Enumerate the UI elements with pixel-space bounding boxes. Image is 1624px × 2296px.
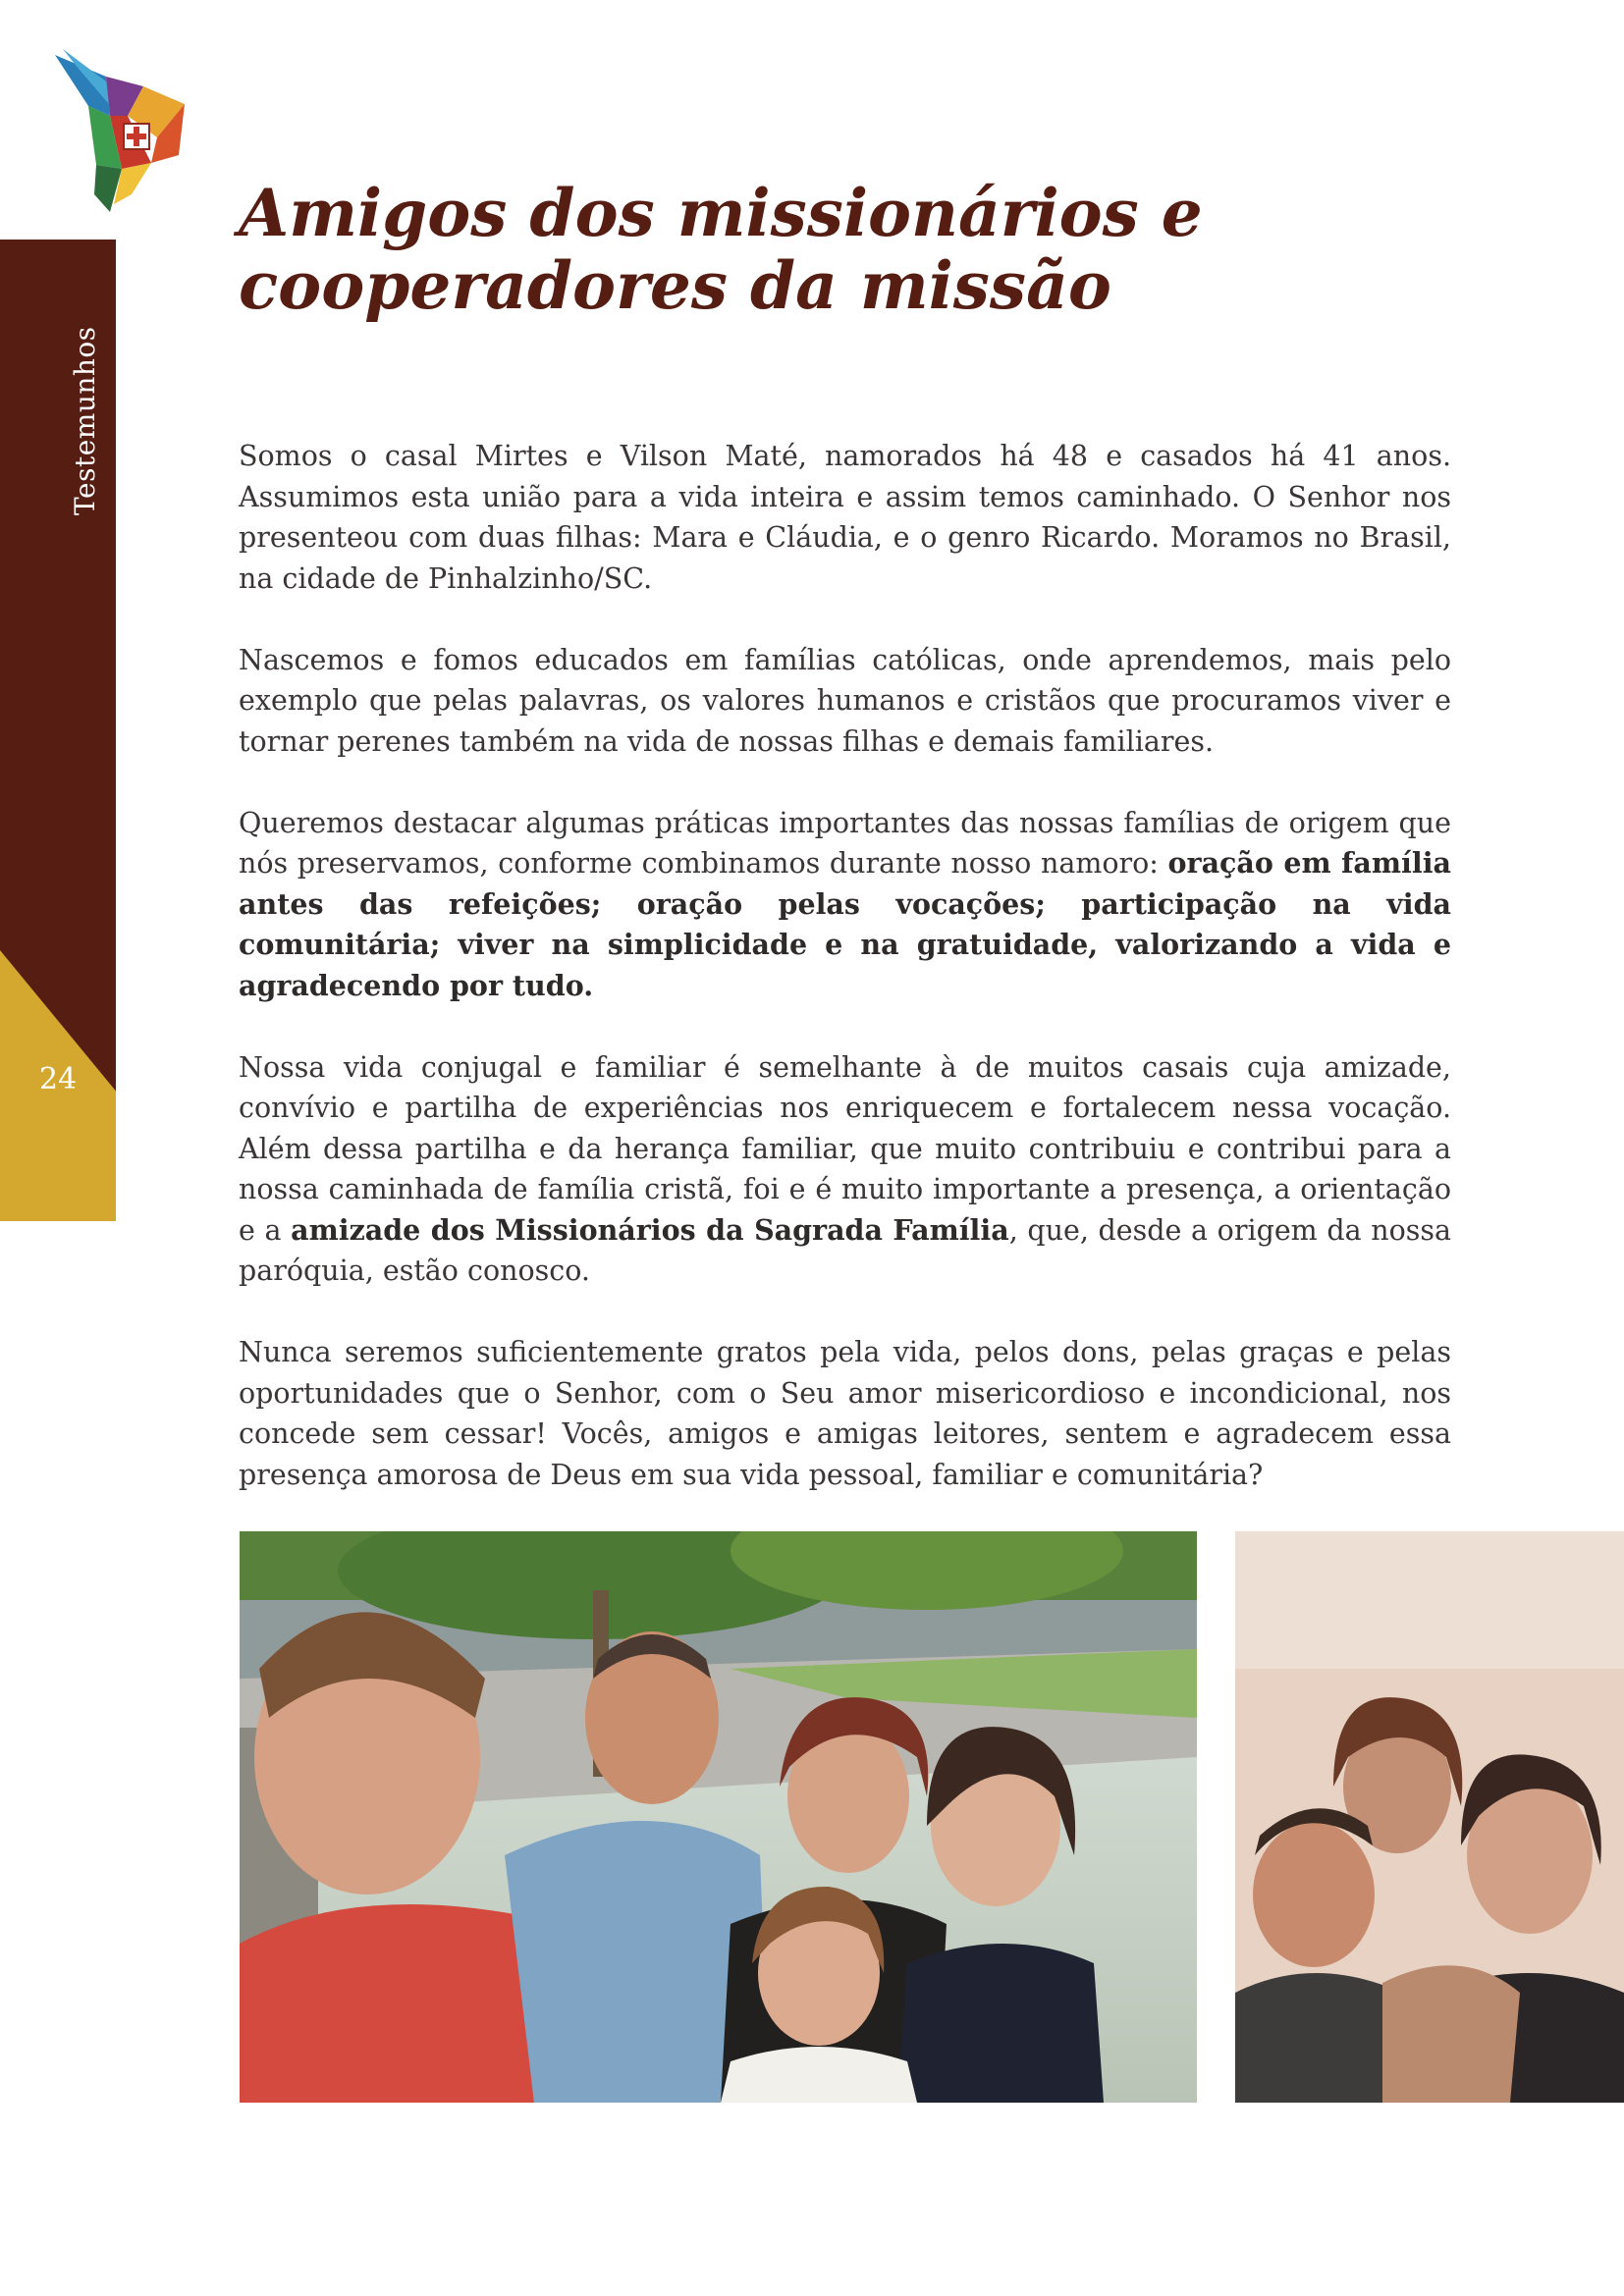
section-label: Testemunhos [69, 326, 101, 515]
family-photo-outdoor [240, 1531, 1197, 2103]
paragraph-3-bold: oração em família antes das refeições; oração pelas vocações; participação na vida comunitária; viver na simplicidade e na gratuidade, valorizando a vida e agradecendo por tudo. [239, 846, 1451, 1002]
paragraph-4-text: Nossa vida conjugal e familiar é semelhante à de muitos casais cuja amizade, convívio e partilha de experiências nos enriquecem e fortalecem nessa vocação. Além dessa partilha e da herança familiar, que muito contribuiu e contribui para a nossa caminhada de família cristã, foi e é muito importante a presença, a orientação e a [239, 1050, 1451, 1247]
page-title [239, 177, 1417, 322]
article-body [239, 436, 1451, 1536]
family-photo-indoor [1235, 1531, 1624, 2103]
paragraph-1: Somos o casal Mirtes e Vilson Maté, namorados há 48 e casados há 41 anos. Assumimos esta união para a vida inteira e assim temos caminhado. O Senhor nos presenteou com duas filhas: Mara e Cláudia, e o genro Ricardo. Moramos no Brasil, na cidade de Pinhalzinho/SC. [239, 440, 1451, 595]
paragraph-5: Nunca seremos suficientemente gratos pela vida, pelos dons, pelas graças e pelas oportunidades que o Senhor, com o Seu amor misericordioso e incondicional, nos concede sem cessar! Vocês, amigos e amigas leitores, sentem e agradecem essa presença amorosa de Deus em sua vida pessoal, familiar e comunitária? [239, 1336, 1451, 1491]
paragraph-2: Nascemos e fomos educados em famílias católicas, onde aprendemos, mais pelo exemplo que pelas palavras, os valores humanos e cristãos que procuramos viver e tornar perenes também na vida de nossas filhas e demais familiares. [239, 643, 1451, 758]
title-line-1: Amigos dos missionários e [239, 175, 1203, 251]
paragraph-3 [239, 803, 1451, 1007]
paragraph-4 [239, 1047, 1451, 1292]
south-america-cross-logo-icon [49, 47, 187, 214]
paragraph-3-text: Queremos destacar algumas práticas importantes das nossas famílias de origem que nós preservamos, conforme combinamos durante nosso namoro: [239, 806, 1451, 880]
paragraph-4-bold: amizade dos Missionários da Sagrada Família [291, 1212, 1009, 1247]
title-line-2: cooperadores da missão [239, 247, 1111, 324]
paragraph-4-end: , que, desde a origem da nossa paróquia, estão conosco. [239, 1213, 1451, 1287]
page-number: 24 [39, 1062, 78, 1096]
